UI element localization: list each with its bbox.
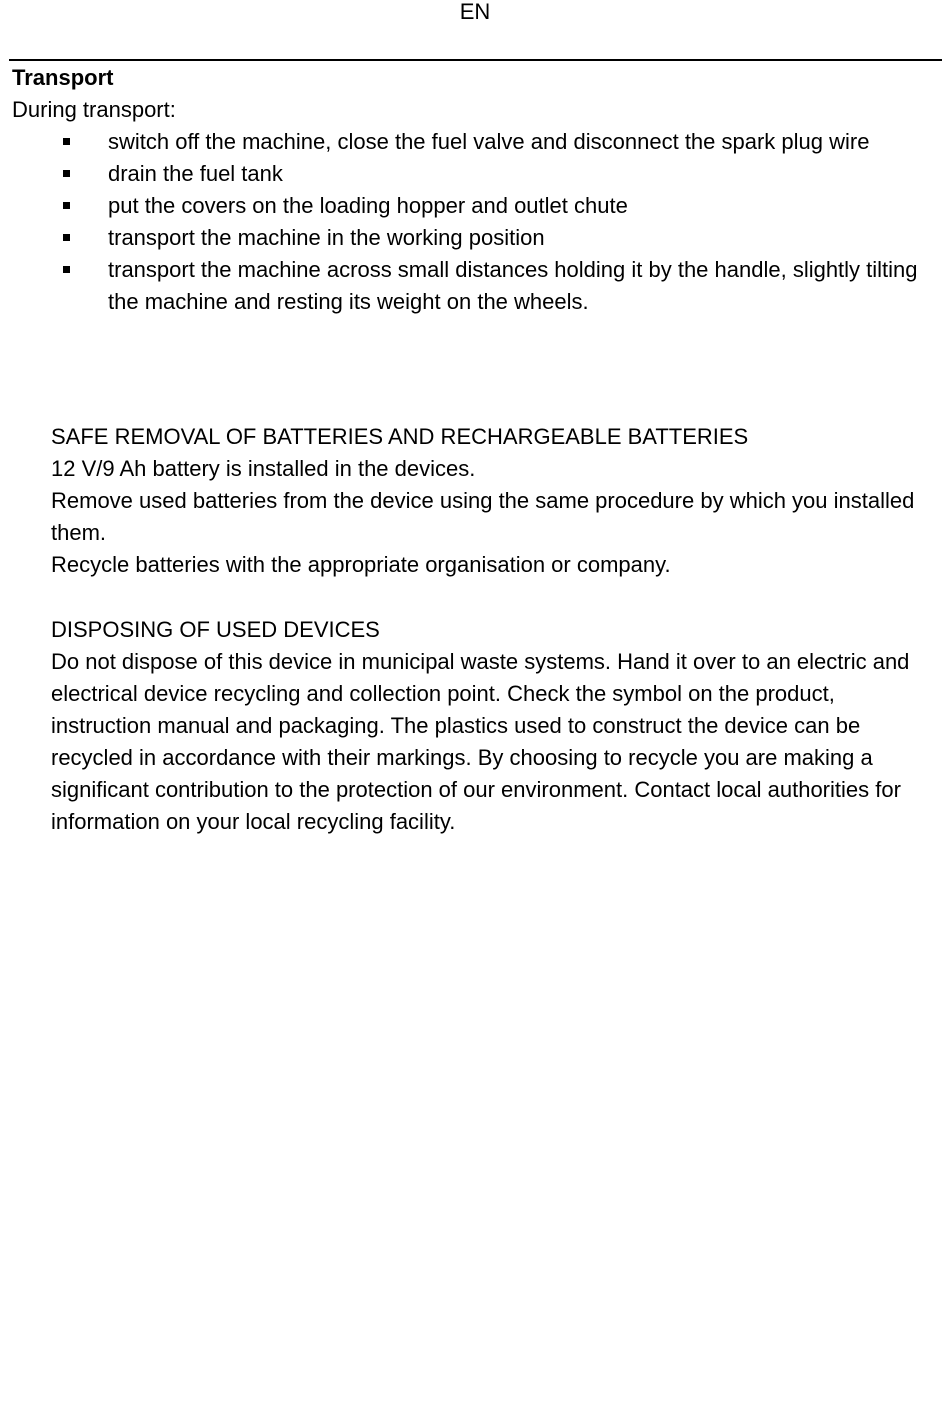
device-disposal-heading: DISPOSING OF USED DEVICES [51, 617, 380, 642]
header-divider [9, 59, 942, 61]
list-item-text: switch off the machine, close the fuel valve and disconnect the spark plug wire [108, 129, 870, 154]
battery-removal-text: Remove used batteries from the device using the same procedure by which you installed them. [51, 488, 915, 545]
list-item [12, 190, 942, 222]
battery-removal-section [51, 421, 931, 581]
bullet-square-icon [63, 170, 70, 177]
list-item-text: put the covers on the loading hopper and outlet chute [108, 193, 628, 218]
device-disposal-text: Do not dispose of this device in municipal waste systems. Hand it over to an electric and electrical device recycling and collection point. Check the symbol on the product, instruction manual and packaging. The plastics used to construct the device can be recycled in accordance with their markings. By choosing to recycle you are making a significant contribution to the protection of our environment. Contact local authorities for information on your local recycling facility. [51, 649, 910, 834]
transport-section [12, 62, 942, 318]
bullet-square-icon [63, 266, 70, 273]
list-item-text: transport the machine in the working position [108, 225, 545, 250]
bullet-square-icon [63, 202, 70, 209]
list-item [12, 222, 942, 254]
list-item [12, 158, 942, 190]
battery-spec-text: 12 V/9 Ah battery is installed in the devices. [51, 456, 476, 481]
language-code: EN [459, 0, 491, 24]
list-item-text: drain the fuel tank [108, 161, 283, 186]
transport-list [12, 126, 942, 318]
battery-recycle-text: Recycle batteries with the appropriate organisation or company. [51, 552, 671, 577]
list-item-text: transport the machine across small distances holding it by the handle, slightly tilting the machine and resting its weight on the wheels. [108, 257, 918, 314]
bullet-square-icon [63, 234, 70, 241]
transport-intro: During transport: [12, 97, 176, 122]
list-item [12, 254, 942, 318]
battery-removal-heading: SAFE REMOVAL OF BATTERIES AND RECHARGEABLE BATTERIES [51, 424, 749, 449]
list-item [12, 126, 942, 158]
transport-title: Transport [12, 65, 114, 90]
bullet-square-icon [63, 138, 70, 145]
device-disposal-section [51, 614, 931, 838]
